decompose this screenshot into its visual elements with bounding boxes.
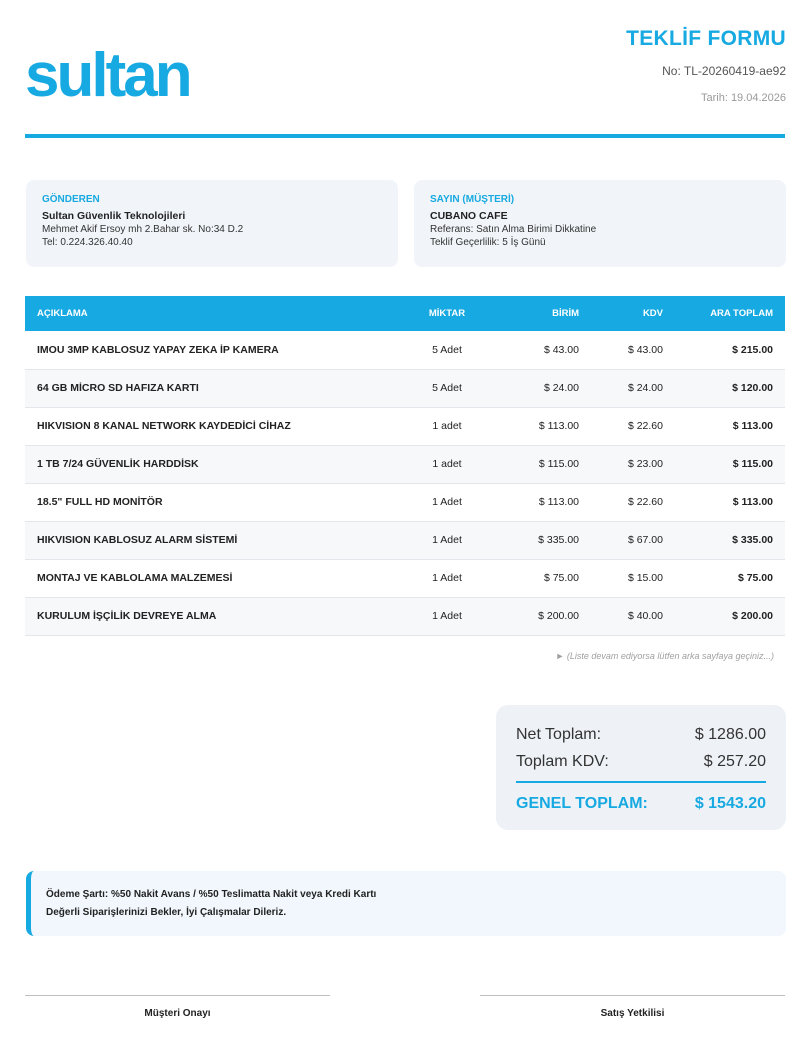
table-row	[25, 521, 785, 559]
item-subtotal: $ 115.00	[732, 458, 773, 470]
header-unit-price: BİRİM	[552, 308, 579, 319]
client-label: SAYIN (MÜŞTERİ)	[430, 194, 515, 205]
item-vat: $ 40.00	[627, 610, 663, 622]
vat-total-value: $ 257.20	[703, 753, 766, 770]
totals-divider	[516, 781, 766, 783]
grand-total-row	[516, 791, 766, 817]
sender-address: Mehmet Akif Ersoy mh 2.Bahar sk. No:34 D.2	[42, 224, 244, 235]
item-subtotal: $ 120.00	[732, 382, 773, 394]
item-description: IMOU 3MP KABLOSUZ YAPAY ZEKA İP KAMERA	[37, 343, 279, 356]
sender-company: Sultan Güvenlik Teknolojileri	[42, 210, 186, 222]
grand-total-value: $ 1543.20	[694, 795, 766, 812]
grand-total-label: GENEL TOPLAM:	[516, 795, 648, 812]
sender-box	[26, 180, 398, 267]
document-title: TEKLİF FORMU	[626, 27, 786, 50]
sales-signature: Satış Yetkilisi	[480, 995, 785, 1019]
closing-note: Değerli Siparişlerinizi Bekler, İyi Çalışmalar Dileriz.	[46, 907, 287, 918]
vat-total-label: Toplam KDV:	[516, 753, 609, 770]
sultan-logo-icon	[25, 30, 205, 110]
net-total-row	[516, 721, 766, 748]
item-unit-price: $ 200.00	[538, 610, 579, 622]
item-vat: $ 43.00	[627, 343, 663, 356]
header-divider	[25, 134, 785, 138]
item-quantity: 1 Adet	[432, 610, 462, 622]
vat-total-row	[516, 748, 766, 775]
item-vat: $ 23.00	[627, 458, 663, 470]
item-vat: $ 24.00	[627, 382, 663, 394]
item-vat: $ 22.60	[627, 420, 663, 432]
table-row	[25, 407, 785, 445]
item-description: 18.5" FULL HD MONİTÖR	[37, 496, 163, 508]
table-header-row	[25, 296, 785, 331]
item-subtotal: $ 215.00	[732, 343, 773, 356]
item-unit-price: $ 24.00	[543, 382, 579, 394]
customer-signature: Müşteri Onayı	[25, 995, 330, 1019]
item-subtotal: $ 113.00	[732, 420, 773, 432]
continuation-note: ► (Liste devam ediyorsa lütfen arka sayfaya geçiniz...)	[555, 651, 774, 661]
document-date: Tarih: 19.04.2026	[700, 92, 786, 104]
document-header	[626, 27, 786, 104]
net-total-label: Net Toplam:	[516, 726, 602, 743]
item-vat: $ 67.00	[627, 534, 663, 546]
payment-terms: Ödeme Şartı: %50 Nakit Avans / %50 Teslimatta Nakit veya Kredi Kartı	[46, 889, 377, 900]
item-unit-price: $ 115.00	[538, 458, 579, 470]
item-quantity: 1 Adet	[432, 534, 462, 546]
client-box	[414, 180, 786, 267]
item-quantity: 1 Adet	[432, 572, 462, 584]
item-description: 64 GB MİCRO SD HAFIZA KARTI	[37, 382, 199, 394]
item-vat: $ 22.60	[627, 496, 663, 508]
item-unit-price: $ 75.00	[543, 572, 579, 584]
item-quantity: 5 Adet	[432, 382, 462, 394]
company-logo	[25, 30, 205, 110]
item-description: HIKVISION KABLOSUZ ALARM SİSTEMİ	[37, 534, 238, 546]
header-quantity: MİKTAR	[428, 308, 466, 319]
table-row	[25, 597, 785, 635]
item-subtotal: $ 335.00	[732, 534, 773, 546]
item-subtotal: $ 113.00	[732, 496, 773, 508]
item-description: MONTAJ VE KABLOLAMA MALZEMESİ	[37, 572, 233, 584]
items-table	[25, 296, 785, 636]
sender-label: GÖNDEREN	[42, 194, 100, 205]
header-vat: KDV	[642, 308, 663, 319]
item-unit-price: $ 113.00	[538, 420, 579, 432]
document-number: No: TL-20260419-ae92	[662, 64, 786, 78]
totals-box	[496, 705, 786, 830]
header-description: AÇIKLAMA	[37, 308, 88, 319]
item-quantity: 1 Adet	[432, 496, 462, 508]
table-row	[25, 331, 785, 369]
client-validity: Teklif Geçerlilik: 5 İş Günü	[430, 237, 546, 248]
client-name: CUBANO CAFE	[430, 210, 508, 222]
item-unit-price: $ 43.00	[543, 343, 579, 356]
item-description: HIKVISION 8 KANAL NETWORK KAYDEDİCİ CİHAZ	[37, 420, 291, 432]
item-unit-price: $ 113.00	[538, 496, 579, 508]
item-description: KURULUM İŞÇİLİK DEVREYE ALMA	[37, 610, 217, 622]
item-quantity: 1 adet	[432, 420, 462, 432]
payment-terms-box	[26, 871, 786, 936]
net-total-value: $ 1286.00	[694, 726, 766, 743]
svg-text:sultan: sultan	[25, 41, 190, 110]
item-subtotal: $ 75.00	[737, 572, 773, 584]
item-quantity: 1 adet	[432, 458, 462, 470]
header-subtotal: ARA TOPLAM	[710, 308, 773, 319]
item-description: 1 TB 7/24 GÜVENLİK HARDDİSK	[37, 458, 199, 470]
item-subtotal: $ 200.00	[732, 610, 773, 622]
table-row	[25, 483, 785, 521]
item-vat: $ 15.00	[627, 572, 663, 584]
table-row	[25, 369, 785, 407]
item-quantity: 5 Adet	[432, 343, 462, 356]
client-reference: Referans: Satın Alma Birimi Dikkatine	[430, 224, 597, 235]
table-row	[25, 559, 785, 597]
table-row	[25, 445, 785, 483]
sender-phone: Tel: 0.224.326.40.40	[42, 237, 133, 248]
item-unit-price: $ 335.00	[538, 534, 579, 546]
